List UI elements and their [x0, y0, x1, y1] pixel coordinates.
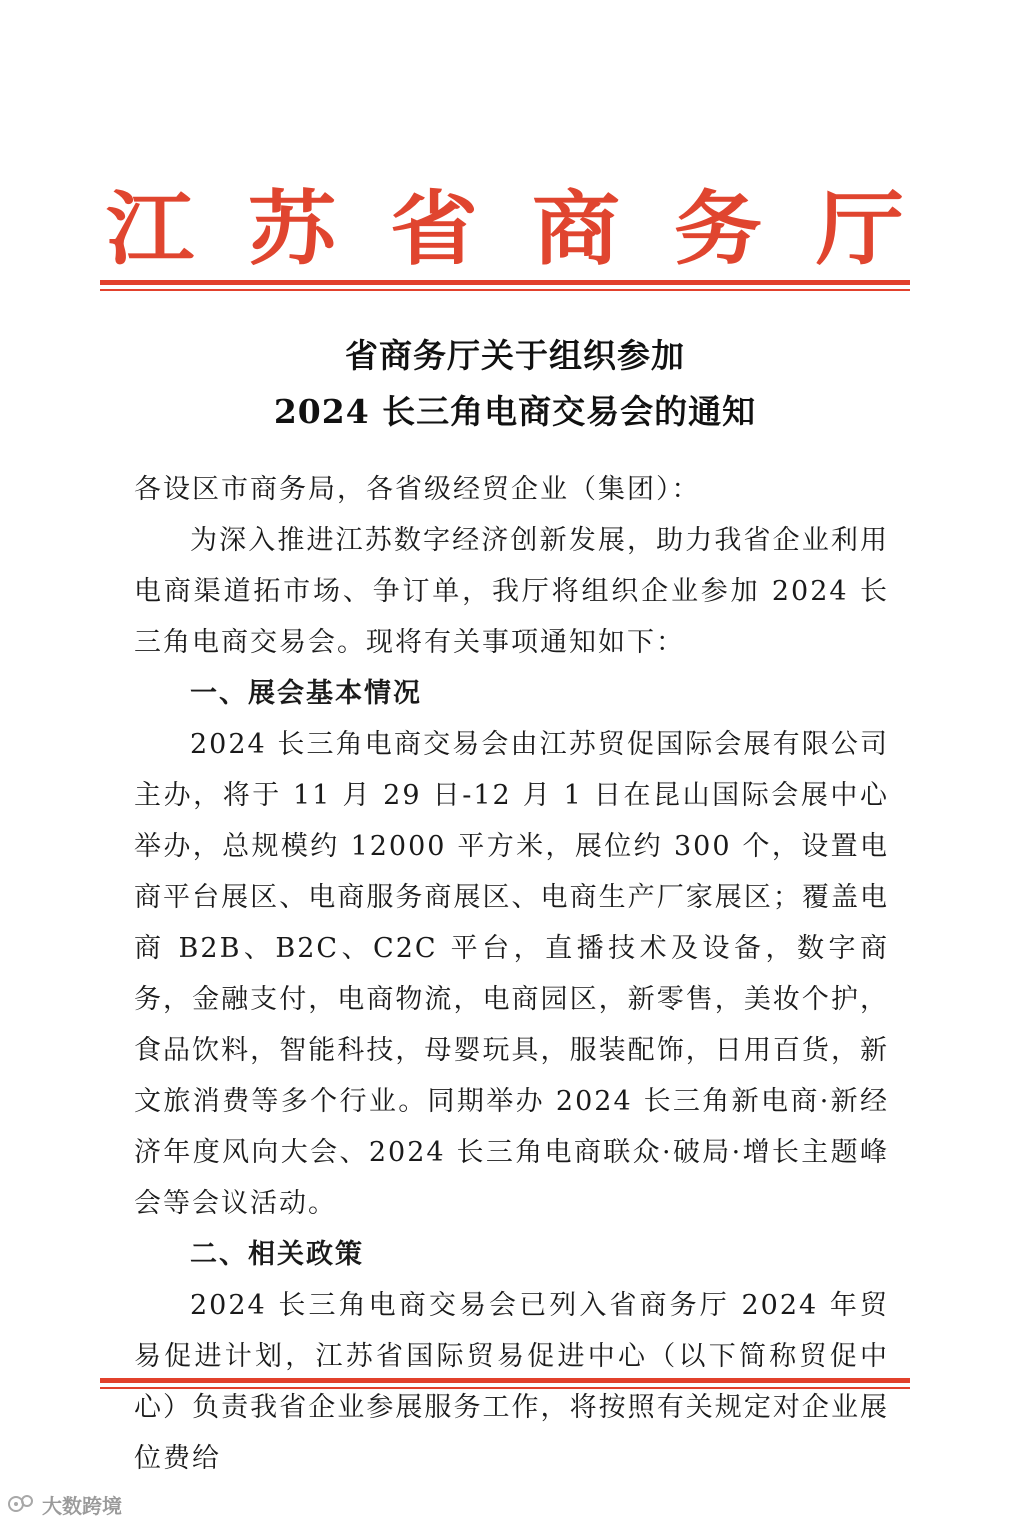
document-body [134, 464, 889, 1484]
letterhead-char: 商 [531, 180, 620, 277]
salutation: 各设区市商务局，各省级经贸企业（集团）： [134, 474, 701, 505]
watermark-text: 大数跨境 [42, 1493, 122, 1518]
letterhead-char: 厅 [815, 180, 904, 277]
letterhead-char: 务 [673, 180, 762, 277]
document-title-line2: 2024 长三角电商交易会的通知 [273, 392, 757, 431]
letterhead-title [100, 168, 910, 278]
section-heading-1: 一、展会基本情况 [190, 678, 422, 709]
intro-paragraph: 为深入推进江苏数字经济创新发展，助力我省企业利用电商渠道拓市场、争订单，我厅将组织企业参加 2024 长三角电商交易会。现将有关事项通知如下： [134, 525, 889, 658]
document-title-line1: 省商务厅关于组织参加 [345, 336, 685, 375]
section-heading-2: 二、相关政策 [190, 1239, 364, 1270]
letterhead-char: 江 [105, 180, 194, 277]
header-divider [100, 280, 910, 291]
section-paragraph-2: 2024 长三角电商交易会已列入省商务厅 2024 年贸易促进计划，江苏省国际贸易促进中心（以下简称贸促中心）负责我省企业参展服务工作，将按照有关规定对企业展位费给 [134, 1290, 889, 1474]
footer-divider [100, 1378, 910, 1389]
letterhead-char: 苏 [247, 180, 336, 277]
letterhead-char: 省 [389, 180, 478, 277]
watermark [8, 1488, 122, 1520]
section-paragraph-1: 2024 长三角电商交易会由江苏贸促国际会展有限公司主办，将于 11 月 29 日-12 月 1 日在昆山国际会展中心举办，总规模约 12000 平方米，展位约 300 个，设置电商平台展区、电商服务商展区、电商生产厂家展区；覆盖电商 B2B、B2C、C2C 平台，直播技术及设备，数字商务，金融支付，电商物流，电商园区，新零售，美妆个护，食品饮料，智能科技，母婴玩具，服装配饰，日用百货，新文旅消费等多个行业。同期举办 2024 长三角新电商·新经济年度风向大会、2024 长三角电商联众·破局·增长主题峰会等会议活动。 [134, 729, 889, 1219]
brand-logo-icon [8, 1493, 36, 1515]
